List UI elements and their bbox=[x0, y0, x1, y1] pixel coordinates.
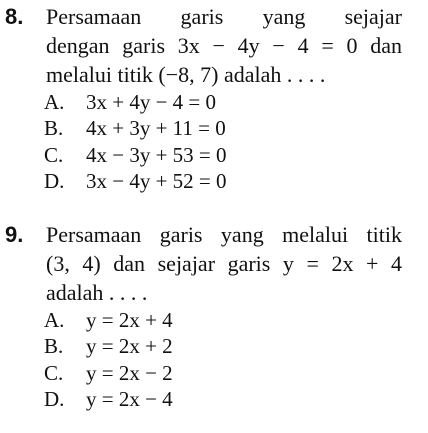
option-letter: B. bbox=[44, 334, 64, 359]
option-b[interactable] bbox=[44, 116, 404, 143]
option-text: y = 2x + 4 bbox=[86, 307, 173, 332]
option-letter: D. bbox=[44, 387, 65, 412]
question-number: 8. bbox=[5, 4, 24, 29]
answer-options bbox=[44, 89, 404, 195]
question-stem bbox=[46, 220, 402, 307]
answer-options bbox=[44, 307, 404, 413]
stem-line: dengan garis 3x − 4y − 4 = 0 dan bbox=[46, 33, 402, 58]
option-text: y = 2x + 2 bbox=[86, 334, 173, 359]
stem-line: melalui titik (−8, 7) adalah . . . . bbox=[46, 62, 326, 87]
option-letter: B. bbox=[44, 116, 64, 141]
stem-line: adalah . . . . bbox=[46, 280, 148, 305]
option-text: 4x + 3y + 11 = 0 bbox=[86, 116, 226, 141]
option-c[interactable] bbox=[44, 360, 404, 387]
option-a[interactable] bbox=[44, 89, 404, 116]
question-stem bbox=[46, 2, 402, 89]
option-letter: C. bbox=[44, 360, 64, 385]
stem-line: Persamaan garis yang melalui titik bbox=[46, 222, 402, 247]
option-text: 3x − 4y + 52 = 0 bbox=[86, 169, 227, 194]
option-d[interactable] bbox=[44, 387, 404, 414]
option-letter: A. bbox=[44, 307, 65, 332]
option-text: 3x + 4y − 4 = 0 bbox=[86, 89, 217, 114]
option-letter: C. bbox=[44, 142, 64, 167]
option-d[interactable] bbox=[44, 169, 404, 196]
option-a[interactable] bbox=[44, 307, 404, 334]
option-b[interactable] bbox=[44, 334, 404, 361]
option-text: y = 2x − 2 bbox=[86, 360, 173, 385]
option-text: y = 2x − 4 bbox=[86, 387, 173, 412]
option-c[interactable] bbox=[44, 142, 404, 169]
option-letter: D. bbox=[44, 169, 65, 194]
stem-line: (3, 4) dan sejajar garis y = 2x + 4 bbox=[46, 251, 402, 276]
option-text: 4x − 3y + 53 = 0 bbox=[86, 142, 227, 167]
question-number: 9. bbox=[5, 222, 24, 247]
option-letter: A. bbox=[44, 89, 65, 114]
stem-line: Persamaan garis yang sejajar bbox=[46, 4, 402, 29]
